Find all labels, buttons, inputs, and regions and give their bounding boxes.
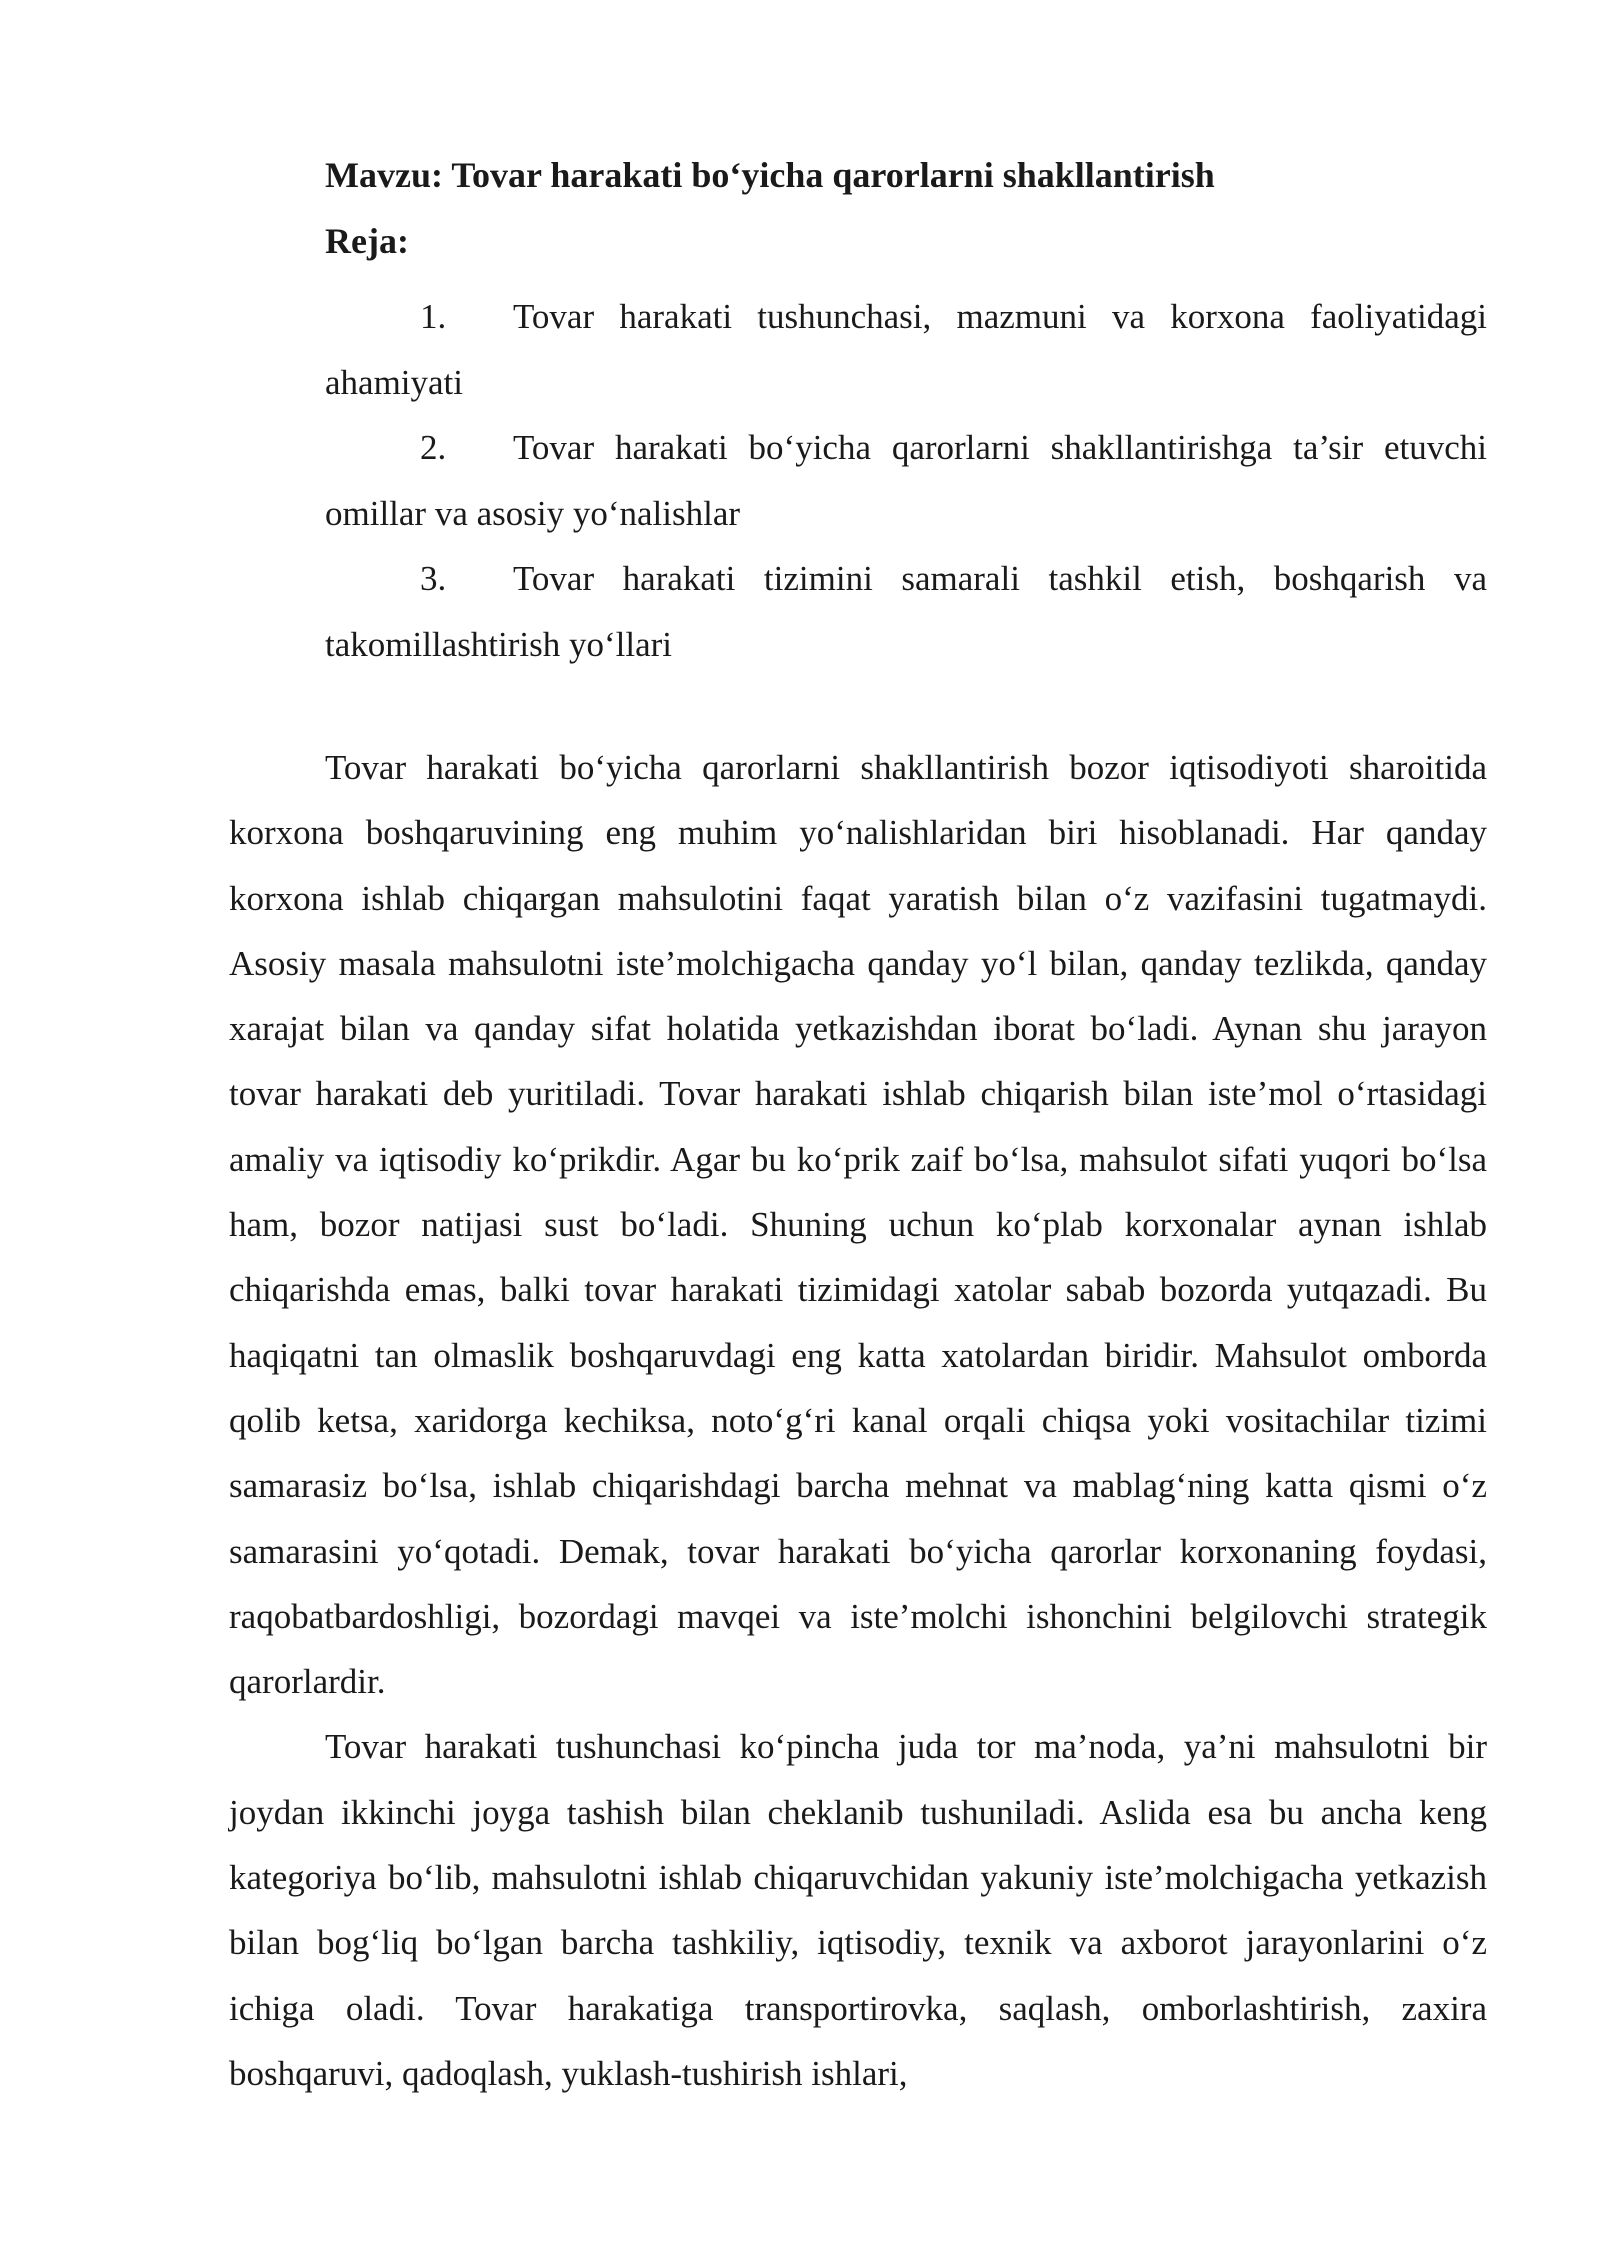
- plan-item-number: 3.: [420, 559, 447, 598]
- plan-heading: Reja:: [325, 221, 409, 261]
- plan-item: [325, 284, 1487, 415]
- plan-list: [325, 284, 1487, 677]
- plan-item-text: Tovar harakati tizimini samarali tashkil etish, boshqarish va takomillashtirish yo‘llari: [325, 559, 1487, 664]
- paragraph: Tovar harakati bo‘yicha qarorlarni shakllantirish bozor iqtisodiyoti sharoitida korxona boshqaruvining eng muhim yo‘nalishlaridan biri hisoblanadi. Har qanday korxona ishlab chiqargan mahsulotini faqat yaratish bilan o‘z vazifasini tugatmaydi. Asosiy masala mahsulotni iste’molchigacha qanday yo‘l bilan, qanday tezlikda, qanday xarajat bilan va qanday sifat holatida yetkazishdan iborat bo‘ladi. Aynan shu jarayon tovar harakati deb yuritiladi. Tovar harakati ishlab chiqarish bilan iste’mol o‘rtasidagi amaliy va iqtisodiy ko‘prikdir. Agar bu ko‘prik zaif bo‘lsa, mahsulot sifati yuqori bo‘lsa ham, bozor natijasi sust bo‘ladi. Shuning uchun ko‘plab korxonalar aynan ishlab chiqarishda emas, balki tovar harakati tizimidagi xatolar sabab bozorda yutqazadi. Bu haqiqatni tan olmaslik boshqaruvdagi eng katta xatolardan biridir. Mahsulot omborda qolib ketsa, xaridorga kechiksa, noto‘g‘ri kanal orqali chiqsa yoki vositachilar tizimi samarasiz bo‘lsa, ishlab chiqarishdagi barcha mehnat va mablag‘ning katta qismi o‘z samarasini yo‘qotadi. Demak, tovar harakati bo‘yicha qarorlar korxonaning foydasi, raqobatbardoshligi, bozordagi mavqei va iste’molchi ishonchini belgilovchi strategik qarorlardir.: [229, 748, 1487, 1702]
- plan-item-text: Tovar harakati tushunchasi, mazmuni va korxona faoliyatidagi ahamiyati: [325, 297, 1487, 402]
- plan-item-text: Tovar harakati bo‘yicha qarorlarni shakllantirishga ta’sir etuvchi omillar va asosiy yo‘nalishlar: [325, 428, 1487, 533]
- body-text: [229, 735, 1487, 2106]
- plan-item: [325, 546, 1487, 677]
- plan-item-number: 1.: [420, 297, 447, 336]
- plan-item-number: 2.: [420, 428, 447, 467]
- plan-item: [325, 415, 1487, 546]
- document-title: Mavzu: Tovar harakati bo‘yicha qarorlarni shakllantirish: [325, 155, 1215, 195]
- paragraph: Tovar harakati tushunchasi ko‘pincha juda tor ma’noda, ya’ni mahsulotni bir joydan ikkinchi joyga tashish bilan cheklanib tushuniladi. Aslida esa bu ancha keng kategoriya bo‘lib, mahsulotni ishlab chiqaruvchidan yakuniy iste’molchigacha yetkazish bilan bog‘liq bo‘lgan barcha tashkiliy, iqtisodiy, texnik va axborot jarayonlarini o‘z ichiga oladi. Tovar harakatiga transportirovka, saqlash, omborlashtirish, zaxira boshqaruvi, qadoqlash, yuklash-tushirish ishlari,: [229, 1727, 1487, 2093]
